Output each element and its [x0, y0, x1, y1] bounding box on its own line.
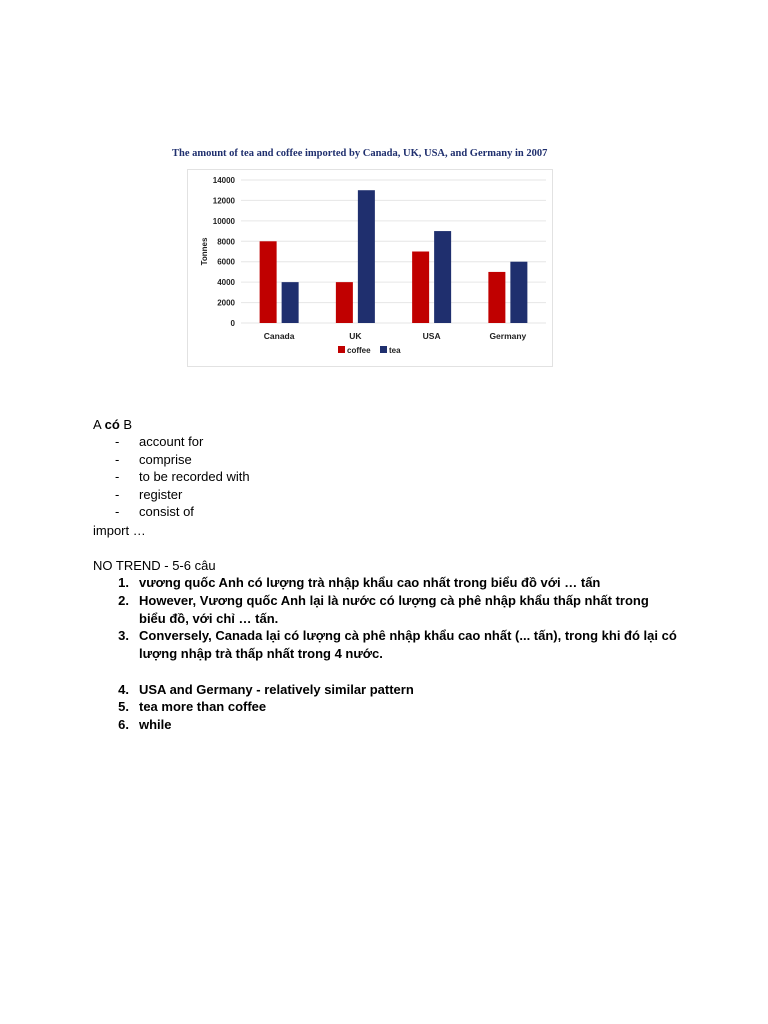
item-number: 4. [118, 682, 129, 697]
item-text: USA and Germany - relatively similar pattern [139, 682, 414, 697]
bullet-text: consist of [139, 504, 194, 519]
heading-a: A [93, 417, 101, 432]
legend-label-tea: tea [389, 346, 401, 355]
item-text: However, Vương quốc Anh lại là nước có lượng cà phê nhập khẩu thấp nhất trong biểu đồ, với chỉ … tấn. [139, 593, 649, 626]
y-tick-label: 12000 [212, 196, 235, 206]
bullet-text: account for [139, 434, 204, 449]
item-text: tea more than coffee [139, 699, 267, 714]
heading-b: B [123, 417, 133, 432]
bar-chart [188, 170, 552, 366]
item-text: Conversely, Canada lại có lượng cà phê nhập khẩu cao nhất (... tấn), trong khi đó lại có lượng nhập trà thấp nhất trong 4 nước. [139, 628, 677, 661]
x-tick-label: UK [349, 331, 362, 341]
bullet-marker: - [115, 452, 120, 467]
x-tick-label: Canada [263, 331, 295, 341]
legend-label-coffee: coffee [347, 346, 371, 355]
chart-title: The amount of tea and coffee imported by Canada, UK, USA, and Germany in 2007 [172, 148, 548, 159]
item-text: while [139, 717, 172, 732]
heading-co: có [104, 417, 120, 432]
chart-container [187, 169, 553, 367]
bar-coffee-canada [260, 241, 277, 323]
bar-coffee-usa [412, 252, 429, 324]
bullet-marker: - [115, 487, 120, 502]
item-number: 3. [118, 628, 129, 643]
bar-tea-germany [510, 262, 527, 323]
bullet-marker: - [115, 469, 120, 484]
y-tick-label: 4000 [217, 278, 235, 288]
y-tick-label: 8000 [217, 237, 235, 247]
bar-tea-uk [358, 190, 375, 323]
item-text: vương quốc Anh có lượng trà nhập khẩu cao nhất trong biểu đồ với … tấn [139, 575, 601, 590]
bar-coffee-uk [336, 282, 353, 323]
import-line: import … [93, 523, 146, 538]
legend-swatch-coffee [338, 346, 345, 353]
item-number: 5. [118, 699, 129, 714]
bullet-text: register [139, 487, 183, 502]
bullet-marker: - [115, 504, 120, 519]
bullet-text: comprise [139, 452, 192, 467]
y-tick-label: 2000 [217, 298, 235, 308]
y-tick-label: 0 [230, 319, 235, 328]
y-tick-label: 10000 [212, 216, 235, 226]
y-axis-title: Tonnes [200, 237, 209, 266]
y-tick-label: 14000 [212, 176, 235, 185]
bar-tea-usa [434, 231, 451, 323]
heading-a-co-b [93, 416, 132, 434]
no-trend-heading: NO TREND - 5-6 câu [93, 558, 216, 573]
item-number: 1. [118, 575, 129, 590]
x-tick-label: USA [422, 331, 441, 341]
bullet-marker: - [115, 434, 120, 449]
bar-coffee-germany [488, 272, 505, 323]
legend-swatch-tea [380, 346, 387, 353]
y-tick-label: 6000 [217, 257, 235, 267]
bullet-text: to be recorded with [139, 469, 250, 484]
item-number: 2. [118, 593, 129, 608]
x-tick-label: Germany [489, 331, 527, 341]
bar-tea-canada [282, 282, 299, 323]
item-number: 6. [118, 717, 129, 732]
